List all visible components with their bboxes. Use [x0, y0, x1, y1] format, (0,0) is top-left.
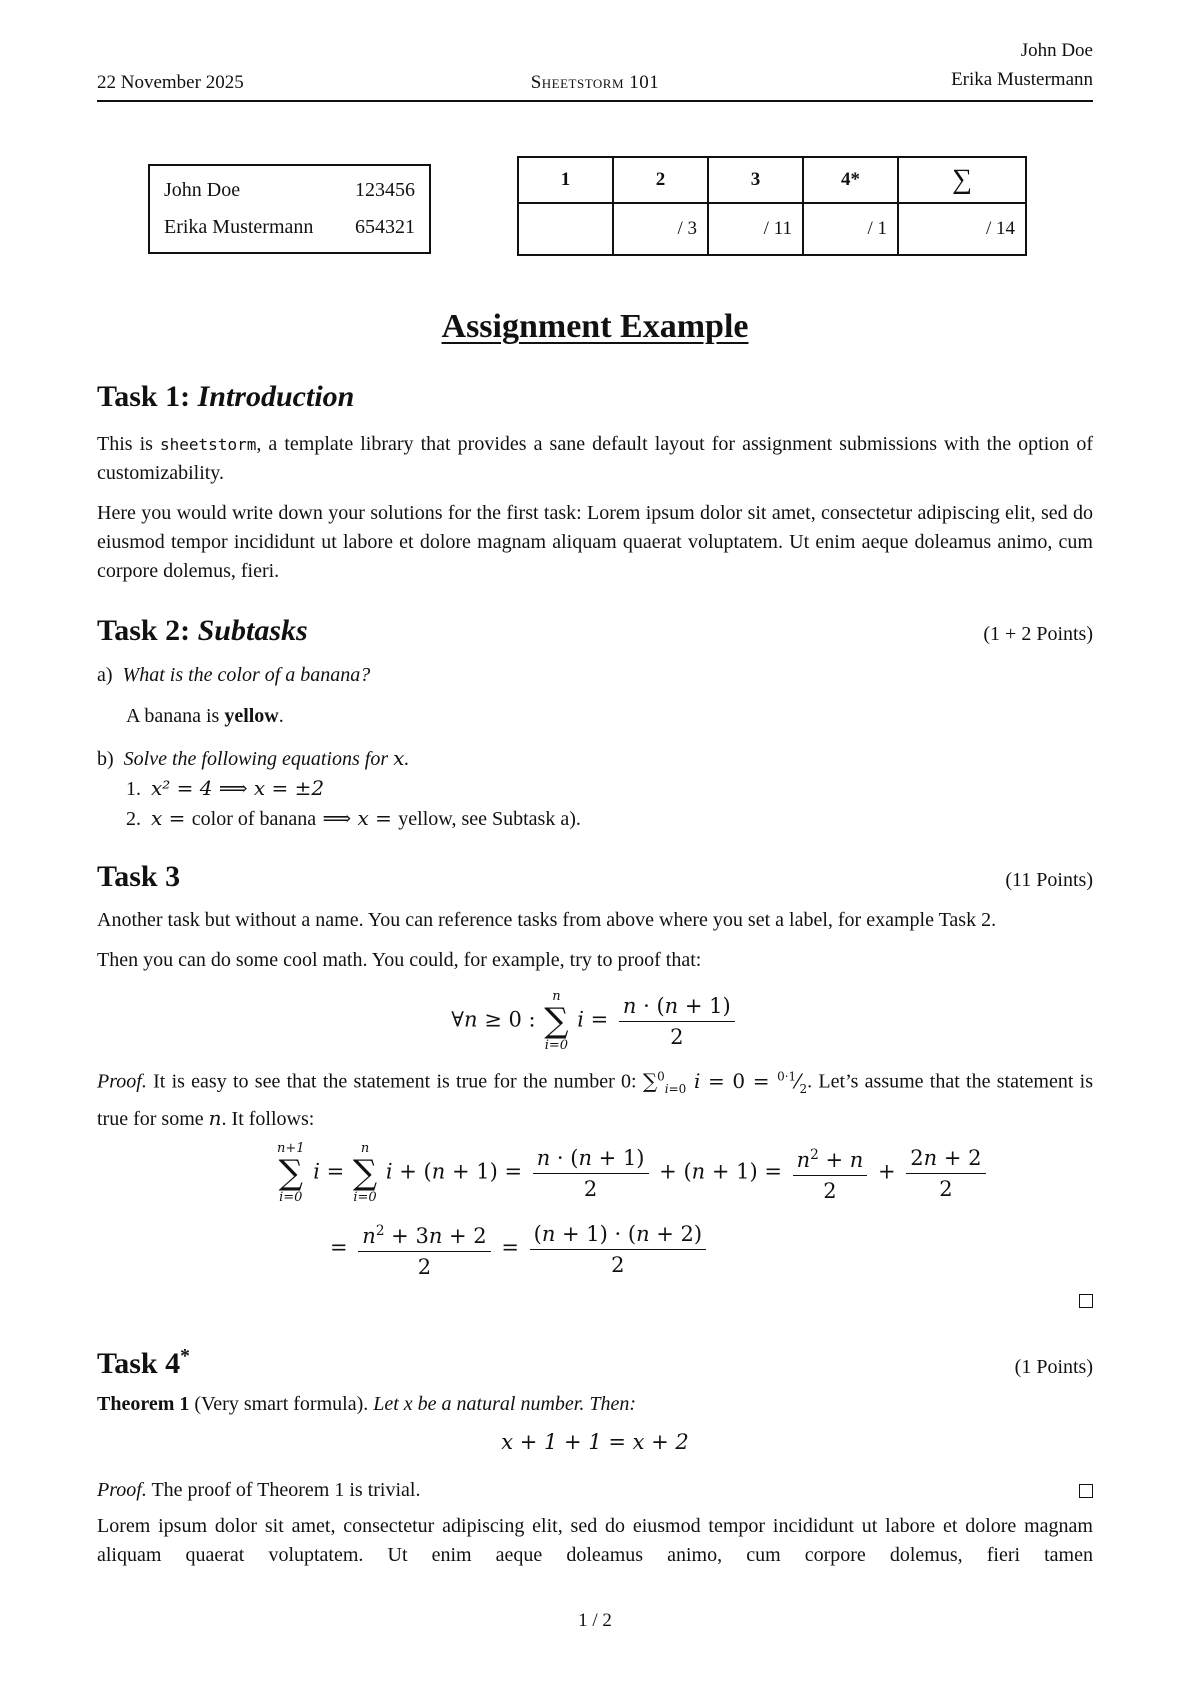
formula-induction-line-2: = $\frac{n^2 + 3n + 2}{2}$ = $\frac{(n + 1) \cdot (n + 2)}{2}$ — [330, 1218, 830, 1280]
document-page — [97, 0, 1093, 1684]
task-4-points: (1 Points) — [1014, 1356, 1093, 1378]
qed-square-icon — [1079, 1484, 1093, 1498]
formula-sum-claim: ∀n ≥ 0 : n ∑ i=0 i = $\frac{n \cdot (n + 1)}{2}$ — [97, 990, 1093, 1052]
task-3-paragraph-2: Then you can do some cool math. You could, for example, try to proof that: — [97, 949, 702, 971]
header-date: 22 November 2025 — [97, 72, 244, 93]
header-author-2: Erika Mustermann — [951, 69, 1093, 90]
task-4-heading — [97, 1346, 1093, 1381]
page-number: 1 / 2 — [578, 1610, 612, 1631]
proof-label: Proof. — [97, 1479, 147, 1501]
theorem-text: Let x be a natural number. Then: — [368, 1393, 636, 1415]
score-header-cell: 3 — [708, 157, 803, 203]
subtask-a-label: a) — [97, 664, 113, 686]
subtask-b-question: Solve the following equations for — [123, 748, 389, 770]
score-value-row — [518, 203, 1026, 255]
score-value-sum: / 14 — [898, 203, 1026, 255]
subtask-b: b) Solve the following equations for x. 1. x² = 4 ⟹ x = ±2 2. x = color of banana ⟹ x = yellow, see Subtask a). — [97, 744, 1093, 834]
score-value-cell: / 3 — [613, 203, 708, 255]
header-authors — [951, 36, 1093, 94]
task-3-title: Task 3 — [97, 860, 181, 893]
proof-label: Proof. — [97, 1070, 147, 1093]
equation-item-1: 1. x² = 4 ⟹ x = ±2 — [126, 776, 325, 800]
task-1-heading — [97, 380, 1093, 414]
score-header-cell: 4* — [803, 157, 898, 203]
theorem-label: Theorem 1 — [97, 1393, 190, 1415]
task-3-paragraph-1: Another task but without a name. You can reference tasks from above where you set a label, for example Task 2. — [97, 909, 997, 931]
task-2-name: Subtasks — [197, 614, 308, 647]
subtask-a — [97, 661, 1093, 731]
task-2-title — [97, 614, 308, 648]
score-header-cell: 2 — [613, 157, 708, 203]
theorem-1 — [97, 1390, 1093, 1419]
score-value-cell: / 1 — [803, 203, 898, 255]
page-header — [97, 38, 1093, 102]
task-4-proof: Proof. The proof of Theorem 1 is trivial. — [97, 1479, 421, 1501]
task-1-paragraph-1: This is sheetstorm, a template library that provides a sane default layout for assignment submissions with the option of customizability. — [97, 433, 1093, 484]
task-3-body — [97, 906, 1093, 975]
subtask-b-label: b) — [97, 748, 114, 770]
formula-induction-line-1: n+1 ∑ i=0 i = n ∑ i=0 i + (n + 1) = $\frac{n \cdot (n + 1)}{2}$ + (n + 1) = $\frac{n^2 + n}{2}$ + $\frac{2n + 2}{2}$ — [275, 1142, 1035, 1204]
task-2-points: (1 + 2 Points) — [983, 623, 1093, 645]
score-header-cell: 1 — [518, 157, 613, 203]
score-value-cell: / 11 — [708, 203, 803, 255]
student-name: Erika Mustermann — [164, 216, 314, 238]
student-row — [164, 209, 415, 246]
student-id: 123456 — [355, 179, 415, 201]
sigma-icon: ∑ — [952, 164, 972, 195]
subtask-a-question: What is the color of a banana? — [122, 664, 371, 686]
task-4-title: Task 4* — [97, 1346, 190, 1380]
task-1-name: Introduction — [197, 380, 355, 413]
score-table — [517, 156, 1027, 256]
students-box — [148, 164, 431, 254]
header-course: Sheetstorm 101 — [530, 72, 660, 93]
task-4-lorem: Lorem ipsum dolor sit amet, consectetur adipiscing elit, sed do eiusmod tempor incididunt ut labore et dolore magnam aliquam quaerat voluptatem. Ut enim aeque doleamus animo, cum corpore dolemus, fieri tamen — [97, 1515, 1093, 1566]
theorem-name: (Very smart formula). — [194, 1393, 369, 1415]
task-1-body — [97, 430, 1093, 586]
task-1-title — [97, 380, 354, 414]
score-header-row — [518, 157, 1026, 203]
score-value-cell — [518, 203, 613, 255]
task-1-label: Task 1: — [97, 380, 191, 413]
inline-code: sheetstorm — [160, 435, 257, 454]
task-1-paragraph-2: Here you would write down your solutions for the first task: Lorem ipsum dolor sit amet, consectetur adipiscing elit, sed do eiusmod tempor incididunt ut labore et dolore magnam aliquam quaerat voluptatem. Ut enim aeque doleamus animo, cum corpore dolemus, fieri. — [97, 502, 1093, 582]
task-3-points: (11 Points) — [1005, 869, 1093, 891]
student-id: 654321 — [355, 216, 415, 238]
header-author-1: John Doe — [1020, 40, 1093, 61]
formula-theorem: x + 1 + 1 = x + 2 — [501, 1430, 689, 1454]
star-marker: * — [180, 1346, 190, 1367]
score-header-sum — [898, 157, 1026, 203]
task-2-label: Task 2: — [97, 614, 191, 647]
task-3-proof: Proof. It is easy to see that the statement is true for the number 0: ∑$^0_{i=0}$ $i = 0 = ^{0\cdot 1}⁄_2$. Let’s assume that the statement is true for some n. It follows: — [97, 1068, 1094, 1130]
document-title: Assignment Example — [441, 308, 749, 345]
equation-item-2: 2. x = color of banana ⟹ x = yellow, see Subtask a). — [126, 806, 581, 830]
task-3-heading — [97, 860, 1093, 894]
student-name: John Doe — [164, 179, 241, 201]
qed-square-icon — [1079, 1294, 1093, 1308]
student-row — [164, 172, 415, 209]
task-2-heading — [97, 614, 1093, 648]
subtask-a-answer: A banana is yellow. — [126, 705, 284, 727]
